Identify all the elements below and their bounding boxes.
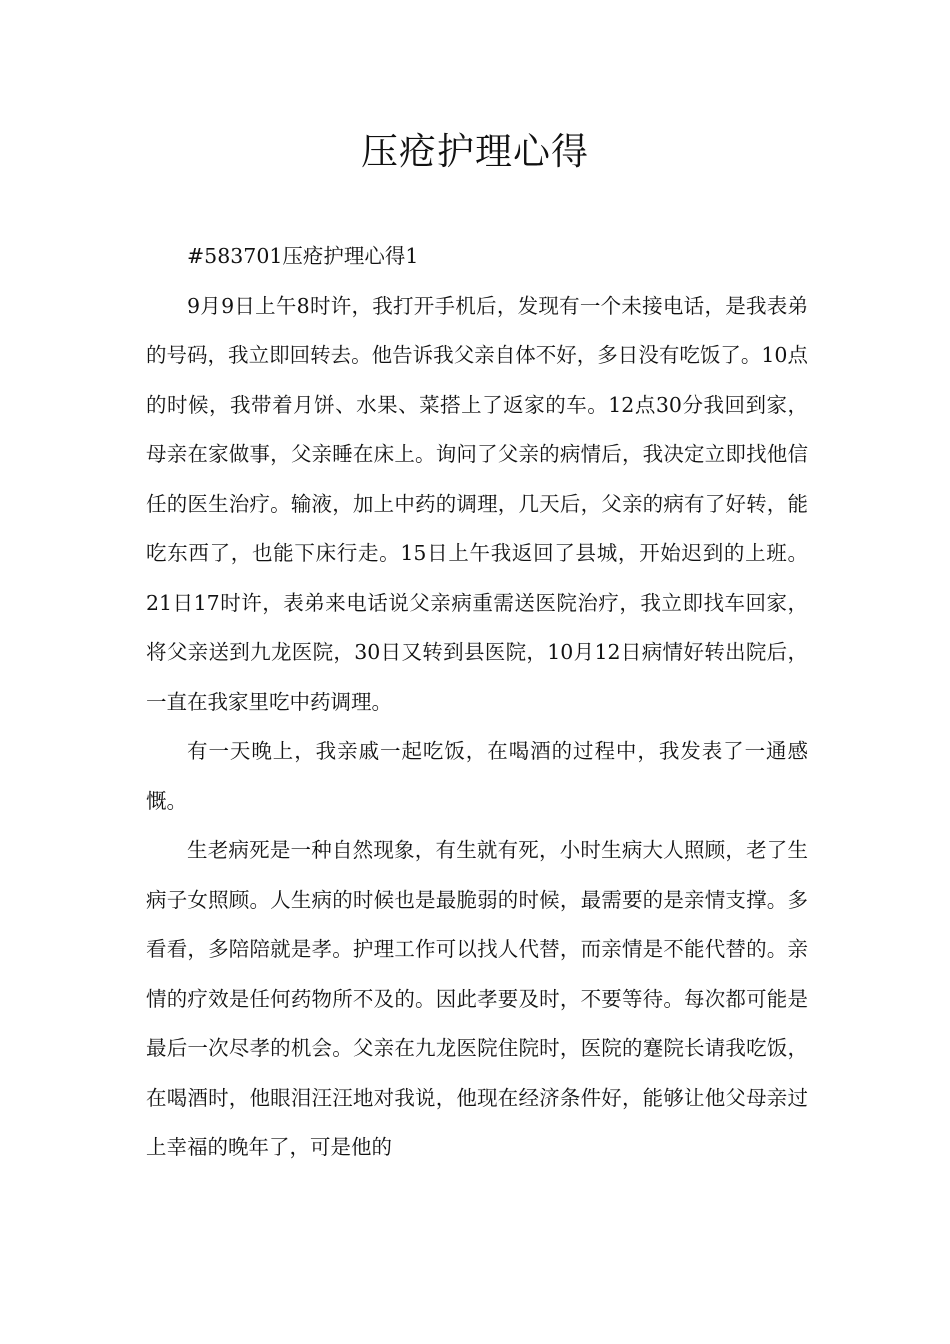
document-title: 压疮护理心得: [361, 130, 589, 173]
paragraph-story: 9月9日上午8时许，我打开手机后，发现有一个未接电话，是我表弟的号码，我立即回转去。他告诉我父亲自体不好，多日没有吃饭了。10点的时候，我带着月饼、水果、菜搭上了返家的车。12点30分我回到家，母亲在家做事，父亲睡在床上。询问了父亲的病情后，我决定立即找他信任的医生治疗。输液，加上中药的调理，几天后，父亲的病有了好转，能吃东西了，也能下床行走。15日上午我返回了县城，开始迟到的上班。21日17时许，表弟来电话说父亲病重需送医院治疗，我立即找车回家，将父亲送到九龙医院，30日又转到县医院，10月12日病情好转出院后，一直在我家里吃中药调理。: [146, 293, 808, 714]
paragraph-dinner: 有一天晚上，我亲戚一起吃饭，在喝酒的过程中，我发表了一通感慨。: [146, 739, 808, 813]
document-body: [146, 232, 808, 1173]
paragraph-reflection: 生老病死是一种自然现象，有生就有死，小时生病大人照顾，老了生病子女照顾。人生病的时候也是最脆弱的时候，最需要的是亲情支撑。多看看，多陪陪就是孝。护理工作可以找人代替，而亲情是不能代替的。亲情的疗效是任何药物所不及的。因此孝要及时，不要等待。每次都可能是最后一次尽孝的机会。父亲在九龙医院住院时，医院的蹇院长请我吃饭，在喝酒时，他眼泪汪汪地对我说，他现在经济条件好，能够让他父母亲过上幸福的晚年了，可是他的: [146, 838, 808, 1159]
paragraph-heading-line: #583701压疮护理心得1: [187, 244, 419, 268]
